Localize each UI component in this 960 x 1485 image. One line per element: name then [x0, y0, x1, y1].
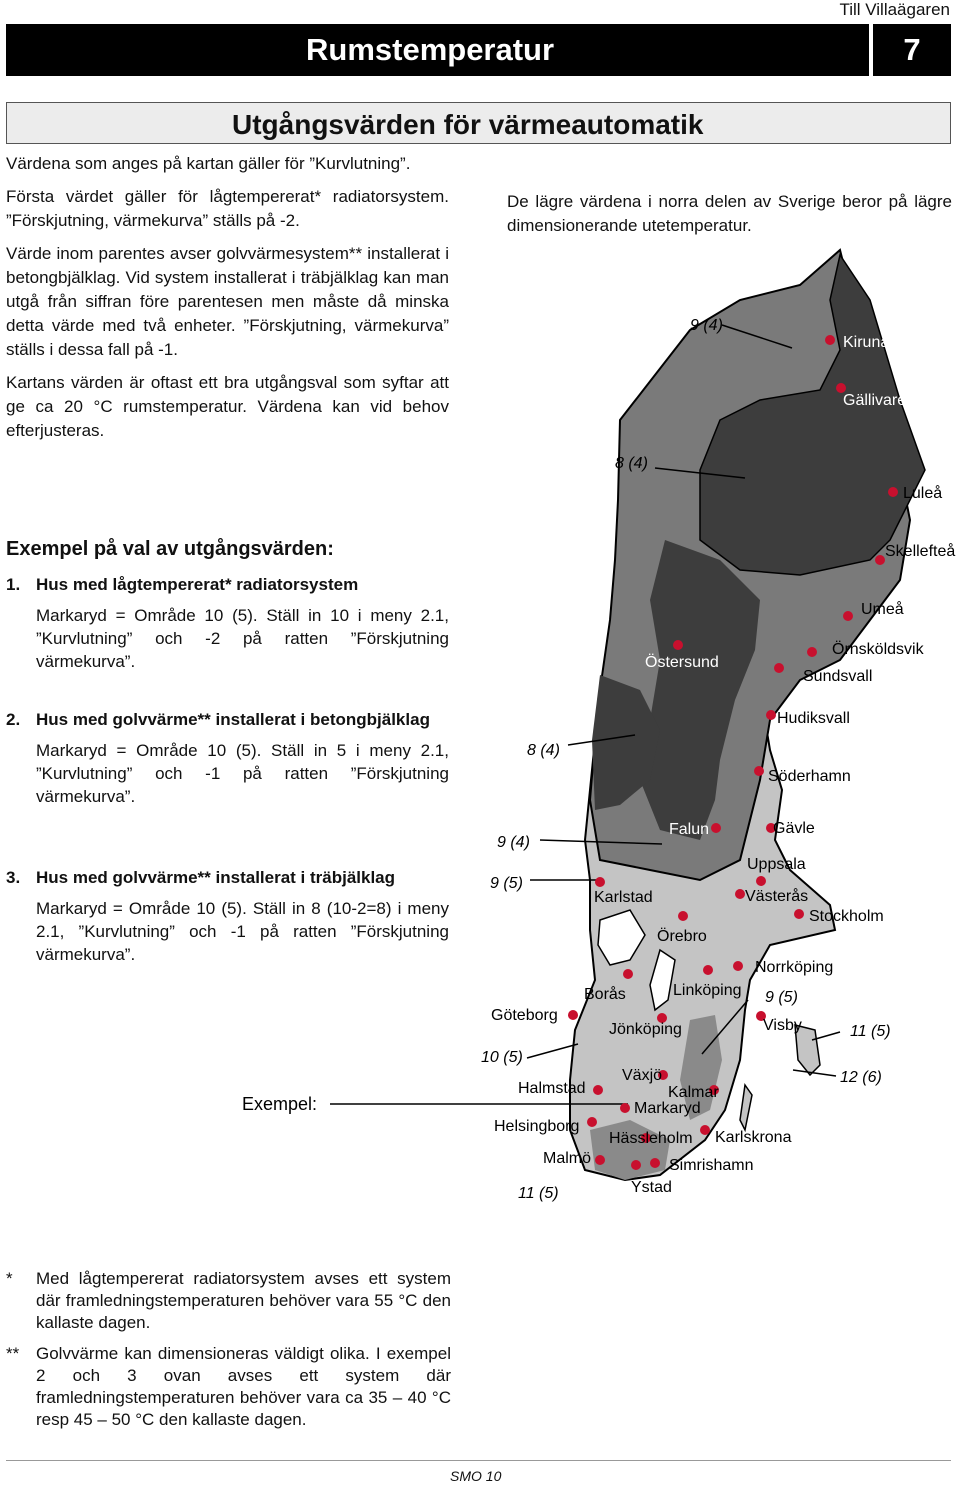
- zone-label: 12 (6): [840, 1069, 882, 1086]
- example-label: Exempel:: [242, 1094, 318, 1114]
- example-item: [6, 573, 449, 673]
- city-label: Umeå: [861, 601, 904, 618]
- page-number: 7: [869, 24, 951, 76]
- city-label: Sundsvall: [803, 668, 873, 685]
- zone-label: 8 (4): [615, 455, 648, 472]
- intro-paragraph: Värdena som anges på kartan gäller för ”Kurvlutning”.: [6, 154, 411, 173]
- footnote-text: Golvvärme kan dimensioneras väldigt olika. I exempel 2 och 3 ovan avses ett system där framledningstemperaturen behöver vara ca 35 – 40 °C resp 45 – 50 °C den kallaste dagen.: [36, 1344, 451, 1429]
- city-label: Simrishamn: [669, 1157, 754, 1174]
- city-label: Stockholm: [809, 908, 884, 925]
- intro-paragraph: Första värdet gäller för lågtempererat* radiatorsystem. ”Förskjutning, värmekurva” ställs på -2.: [6, 187, 449, 230]
- city-label: Kalmar: [668, 1084, 719, 1101]
- city-label: Örebro: [657, 928, 707, 945]
- zone-label: 9 (5): [490, 875, 523, 892]
- right-note: De lägre värdena i norra delen av Sverige beror på lägre dimensionerande utetemperatur.: [507, 192, 952, 235]
- example-title: Hus med golvvärme** installerat i träbjälklag: [36, 868, 396, 887]
- zone-label: 10 (5): [481, 1049, 523, 1066]
- city-label: Norrköping: [755, 959, 834, 976]
- footer-code: SMO 10: [450, 1468, 502, 1484]
- page-title: Rumstemperatur: [306, 32, 555, 67]
- example-body: Markaryd = Område 10 (5). Ställ in 10 i meny 2.1, ”Kurvlutning” och -2 på ratten ”Förskjutning värmekurva”.: [36, 606, 449, 671]
- city-label: Falun: [669, 821, 710, 838]
- footnote-text: Med lågtempererat radiatorsystem avses ett system där framledningstemperaturen behöver vara 55 °C den kallaste dagen.: [36, 1269, 451, 1332]
- zone-label: 11 (5): [850, 1023, 891, 1040]
- city-label: Gävle: [773, 820, 815, 837]
- city-label: Hudiksvall: [777, 710, 850, 727]
- city-label: Hässleholm: [609, 1130, 693, 1147]
- city-label: Borås: [584, 986, 626, 1003]
- footer-divider: [6, 1460, 951, 1461]
- city-label: Visby: [763, 1017, 802, 1034]
- zone-label: 11 (5): [518, 1185, 559, 1202]
- city-label: Jönköping: [609, 1021, 682, 1038]
- example-number: 2.: [6, 710, 21, 729]
- city-label: Östersund: [645, 654, 719, 671]
- example-body: Markaryd = Område 10 (5). Ställ in 5 i meny 2.1, ”Kurvlutning” och -1 på ratten ”Förskjutning värmekurva”.: [36, 741, 449, 806]
- example-title: Hus med golvvärme** installerat i betongbjälklag: [36, 710, 430, 729]
- city-label: Uppsala: [747, 856, 806, 873]
- footnote: [6, 1268, 451, 1334]
- city-label: Karlskrona: [715, 1129, 792, 1146]
- city-label: Karlstad: [594, 889, 653, 906]
- example-number: 3.: [6, 868, 21, 887]
- city-label: Halmstad: [518, 1080, 586, 1097]
- city-label: Örnsköldsvik: [832, 641, 924, 658]
- city-label: Skellefteå: [885, 543, 956, 560]
- example-title: Hus med lågtempererat* radiatorsystem: [36, 575, 359, 594]
- city-label: Ystad: [631, 1179, 672, 1196]
- island-oland: [740, 1085, 752, 1130]
- city-label: Växjö: [622, 1067, 663, 1084]
- example-number: 1.: [6, 575, 21, 594]
- city-label: Söderhamn: [768, 768, 851, 785]
- example-item: [6, 708, 449, 808]
- zone-label: 9 (4): [497, 834, 530, 851]
- city-label: Västerås: [745, 888, 809, 905]
- section-title: Utgångsvärden för värmeautomatik: [232, 109, 704, 140]
- zone-label: 9 (5): [765, 989, 798, 1006]
- examples-heading: Exempel på val av utgångsvärden:: [6, 538, 334, 560]
- city-label: Malmö: [543, 1150, 592, 1167]
- city-label: Gällivare: [843, 392, 907, 409]
- city-label: Helsingborg: [494, 1118, 580, 1135]
- intro-paragraph: Värde inom parentes avser golvvärmesystem** installerat i betongbjälklag. Vid system installerat i träbjälklag kan man utgå från siffran före parentesen men måste då minska detta värde med två enheter. ”Förskjutning, värmekurva” ställs i dessa fall på -1.: [6, 244, 449, 359]
- footnotes: [6, 1268, 451, 1440]
- city-label: Luleå: [903, 485, 943, 502]
- zone-label: 8 (4): [527, 742, 560, 759]
- city-label: Linköping: [673, 982, 742, 999]
- intro-paragraph: Kartans värden är oftast ett bra utgångsval som syftar att ge ca 20 °C rumstemperatur. Värdena kan vid behov efterjusteras.: [6, 373, 449, 440]
- example-item: [6, 866, 449, 966]
- header-top-label: Till Villaägaren: [839, 0, 950, 19]
- footnote: [6, 1343, 451, 1431]
- city-label: Markaryd: [634, 1100, 701, 1117]
- footnote-mark: *: [6, 1269, 13, 1288]
- example-body: Markaryd = Område 10 (5). Ställ in 8 (10-2=8) i meny 2.1, ”Kurvlutning” och -1 på ratten ”Förskjutning värmekurva”.: [36, 899, 449, 964]
- city-label: Kiruna: [843, 334, 890, 351]
- footnote-mark: **: [6, 1344, 20, 1363]
- zone-label: 9 (4): [690, 317, 723, 334]
- city-label: Göteborg: [491, 1007, 558, 1024]
